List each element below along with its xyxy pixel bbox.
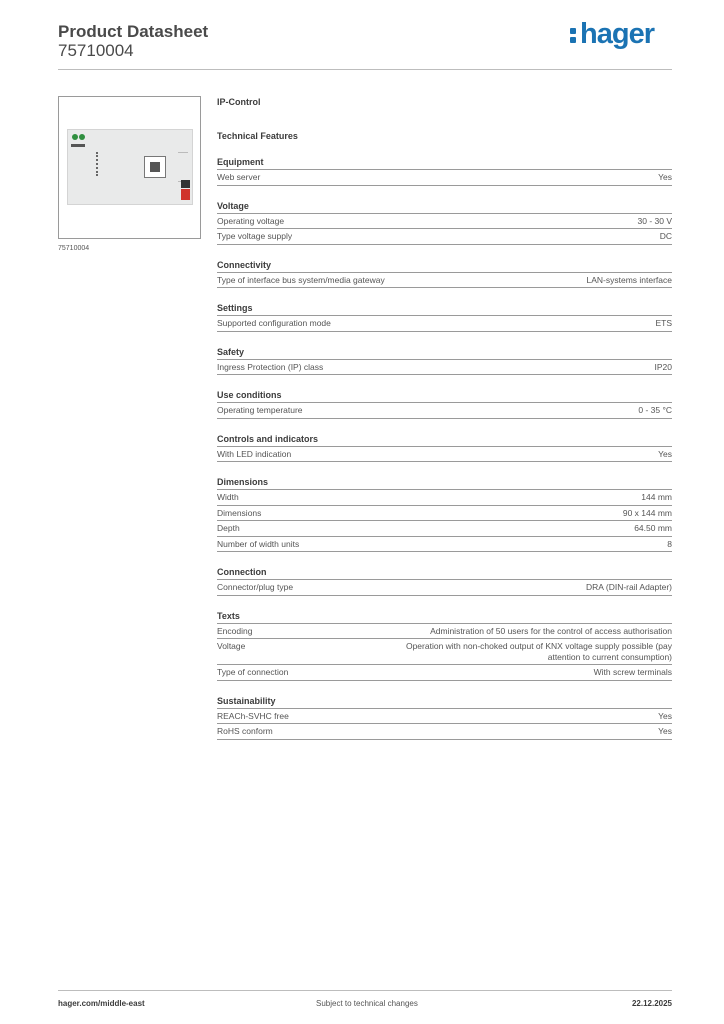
device-illustration — [67, 129, 193, 205]
feature-section — [217, 259, 672, 289]
feature-key: RoHS conform — [217, 726, 273, 736]
feature-value: DRA (DIN-rail Adapter) — [586, 582, 672, 592]
feature-key: Voltage — [217, 641, 246, 651]
feature-row — [217, 521, 672, 537]
section-title: Voltage — [217, 200, 672, 214]
feature-section — [217, 156, 672, 186]
feature-key: Width — [217, 492, 239, 502]
logo-text: hager — [580, 18, 654, 50]
section-title: Connectivity — [217, 259, 672, 273]
device-vents — [178, 152, 188, 182]
feature-row — [217, 724, 672, 740]
feature-key: REACh-SVHC free — [217, 710, 289, 721]
feature-key: Connector/plug type — [217, 582, 294, 592]
feature-row — [217, 665, 672, 681]
feature-key: Operating temperature — [217, 405, 303, 415]
technical-features-heading: Technical Features — [217, 131, 298, 141]
feature-section — [217, 695, 672, 740]
section-title: Dimensions — [217, 476, 672, 490]
product-image — [58, 96, 201, 239]
feature-row — [217, 709, 672, 725]
feature-value: Yes — [658, 710, 672, 721]
lan-port-icon — [144, 156, 166, 178]
feature-section — [217, 346, 672, 376]
feature-key: Ingress Protection (IP) class — [217, 361, 324, 372]
feature-value: Administration of 50 users for the control of access authorisation — [430, 625, 672, 636]
feature-row — [217, 360, 672, 376]
feature-value: IP20 — [654, 361, 672, 372]
feature-row — [217, 580, 672, 596]
feature-value: DC — [659, 231, 672, 241]
black-terminal-icon — [181, 180, 190, 188]
feature-section — [217, 389, 672, 419]
feature-row — [217, 639, 672, 665]
green-terminal-icon — [72, 134, 78, 140]
feature-key: Depth — [217, 523, 240, 533]
technical-content — [217, 96, 672, 740]
feature-sections — [217, 156, 672, 740]
footer-website: hager.com/middle-east — [58, 999, 145, 1008]
feature-section — [217, 200, 672, 245]
feature-row — [217, 229, 672, 245]
feature-value: 64.50 mm — [634, 523, 672, 533]
feature-key: Type voltage supply — [217, 231, 293, 241]
feature-row — [217, 490, 672, 506]
product-category: IP-Control — [217, 97, 261, 107]
feature-value: Yes — [658, 172, 672, 182]
section-title: Settings — [217, 302, 672, 316]
green-terminal-icon — [79, 134, 85, 140]
page-header — [58, 20, 672, 70]
feature-key: Web server — [217, 172, 261, 182]
feature-value: 0 - 35 °C — [638, 405, 672, 415]
feature-section — [217, 433, 672, 463]
feature-row — [217, 403, 672, 419]
feature-row — [217, 624, 672, 640]
page-footer — [58, 990, 672, 1014]
device-label-strip — [71, 144, 85, 147]
document-title: Product Datasheet — [58, 22, 209, 41]
feature-value: ETS — [655, 318, 672, 328]
feature-value: 144 mm — [641, 492, 672, 502]
feature-key: Type of connection — [217, 667, 289, 677]
feature-value: 8 — [667, 538, 672, 549]
feature-row — [217, 506, 672, 522]
feature-value: Yes — [658, 448, 672, 459]
feature-value: Yes — [658, 726, 672, 736]
logo-dots-icon — [570, 26, 577, 44]
footer-note: Subject to technical changes — [316, 999, 418, 1008]
feature-section — [217, 302, 672, 332]
feature-key: Operating voltage — [217, 215, 285, 226]
section-title: Use conditions — [217, 389, 672, 403]
feature-row — [217, 447, 672, 463]
feature-value: LAN-systems interface — [586, 274, 672, 285]
section-title: Connection — [217, 566, 672, 580]
feature-section — [217, 610, 672, 681]
product-number: 75710004 — [58, 41, 134, 60]
section-title: Sustainability — [217, 695, 672, 709]
feature-key: Encoding — [217, 625, 253, 636]
feature-value: Operation with non-choked output of KNX voltage supply possible (pay attention to current consumption) — [405, 641, 672, 662]
feature-section — [217, 566, 672, 596]
feature-row — [217, 170, 672, 186]
hager-logo — [570, 18, 654, 51]
led-column — [96, 152, 99, 176]
feature-value: With screw terminals — [593, 667, 672, 677]
feature-section — [217, 476, 672, 552]
section-title: Texts — [217, 610, 672, 624]
section-title: Safety — [217, 346, 672, 360]
feature-value: 30 - 30 V — [637, 215, 672, 226]
red-terminal-icon — [181, 189, 190, 200]
section-title: Equipment — [217, 156, 672, 170]
section-title: Controls and indicators — [217, 433, 672, 447]
feature-key: Dimensions — [217, 507, 262, 518]
feature-key: Number of width units — [217, 538, 300, 549]
feature-row — [217, 214, 672, 230]
feature-row — [217, 273, 672, 289]
feature-value: 90 x 144 mm — [622, 507, 672, 518]
feature-key: Type of interface bus system/media gateway — [217, 274, 385, 285]
feature-key: With LED indication — [217, 448, 292, 459]
image-caption: 75710004 — [58, 245, 90, 252]
footer-date: 22.12.2025 — [631, 999, 672, 1008]
feature-key: Supported configuration mode — [217, 318, 331, 328]
feature-row — [217, 316, 672, 332]
feature-row — [217, 537, 672, 553]
